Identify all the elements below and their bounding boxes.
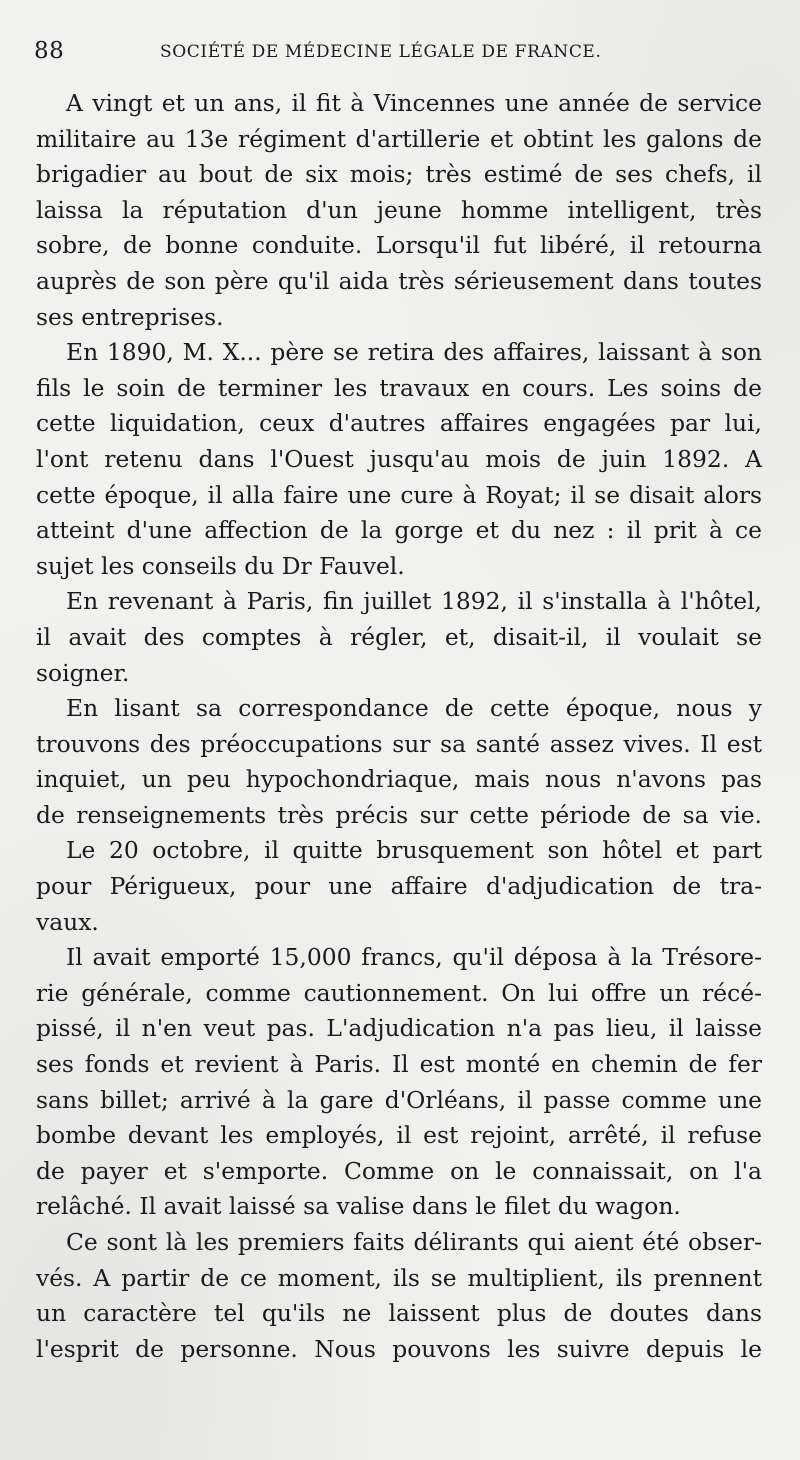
running-title: SOCIÉTÉ DE MÉDECINE LÉGALE DE FRANCE. — [160, 42, 602, 62]
text-line: pour Périgueux, pour une affaire d'adjudication de tra- — [36, 872, 762, 901]
text-line: bombe devant les employés, il est rejoint, arrêté, il refuse — [36, 1121, 762, 1150]
text-line: ses fonds et revient à Paris. Il est monté en chemin de fer — [36, 1050, 762, 1079]
text-line: relâché. Il avait laissé sa valise dans le filet du wagon. — [36, 1192, 681, 1221]
text-line: rie générale, comme cautionnement. On lui offre un récé- — [36, 978, 762, 1007]
text-line: pissé, il n'en veut pas. L'adjudication n'a pas lieu, il laisse — [36, 1014, 762, 1043]
text-line: atteint d'une affection de la gorge et du nez : il prit à ce — [36, 516, 762, 545]
text-line: auprès de son père qu'il aida très sérieusement dans toutes — [36, 266, 762, 295]
text-line: cette époque, il alla faire une cure à Royat; il se disait alors — [36, 480, 762, 509]
text-line: soigner. — [36, 658, 130, 687]
text-line: En 1890, M. X... père se retira des affaires, laissant à son — [66, 338, 762, 367]
text-line: fils le soin de terminer les travaux en cours. Les soins de — [36, 373, 762, 402]
text-line: En revenant à Paris, fin juillet 1892, il s'installa à l'hôtel, — [66, 587, 762, 616]
text-line: En lisant sa correspondance de cette époque, nous y — [66, 694, 762, 723]
text-line: ses entreprises. — [36, 302, 224, 331]
text-line: Ce sont là les premiers faits délirants qui aient été obser- — [66, 1228, 762, 1256]
text-line: sujet les conseils du Dr Fauvel. — [36, 551, 405, 580]
page-number: 88 — [34, 38, 65, 64]
text-line: sans billet; arrivé à la gare d'Orléans, il passe comme une — [36, 1085, 762, 1114]
text-line: A vingt et un ans, il fit à Vincennes une année de service — [66, 89, 762, 117]
text-line: Le 20 octobre, il quitte brusquement son hôtel et part — [66, 836, 762, 865]
text-line: il avait des comptes à régler, et, disait-il, il voulait se — [36, 622, 762, 651]
text-line: laissa la réputation d'un jeune homme intelligent, très — [36, 195, 762, 224]
text-line: vés. A partir de ce moment, ils se multiplient, ils prennent — [36, 1263, 762, 1292]
text-line: vaux. — [36, 907, 99, 936]
text-line: l'esprit de personne. Nous pouvons les suivre depuis le — [36, 1334, 762, 1363]
text-line: brigadier au bout de six mois; très estimé de ses chefs, il — [36, 160, 762, 189]
text-line: l'ont retenu dans l'Ouest jusqu'au mois de juin 1892. A — [36, 444, 762, 473]
text-line: trouvons des préoccupations sur sa santé assez vives. Il est — [36, 729, 762, 758]
text-line: un caractère tel qu'ils ne laissent plus de doutes dans — [36, 1299, 762, 1328]
text-line: de renseignements très précis sur cette période de sa vie. — [36, 800, 762, 829]
text-line: Il avait emporté 15,000 francs, qu'il déposa à la Trésore- — [66, 943, 762, 972]
text-line: sobre, de bonne conduite. Lorsqu'il fut libéré, il retourna — [36, 231, 762, 260]
body-text — [36, 86, 762, 1367]
text-line: de payer et s'emporte. Comme on le connaissait, on l'a — [36, 1156, 762, 1185]
text-line: militaire au 13e régiment d'artillerie et obtint les galons de — [36, 124, 762, 153]
text-line: cette liquidation, ceux d'autres affaires engagées par lui, — [36, 409, 762, 438]
page-header — [34, 38, 760, 72]
text-line: inquiet, un peu hypochondriaque, mais nous n'avons pas — [36, 765, 762, 794]
